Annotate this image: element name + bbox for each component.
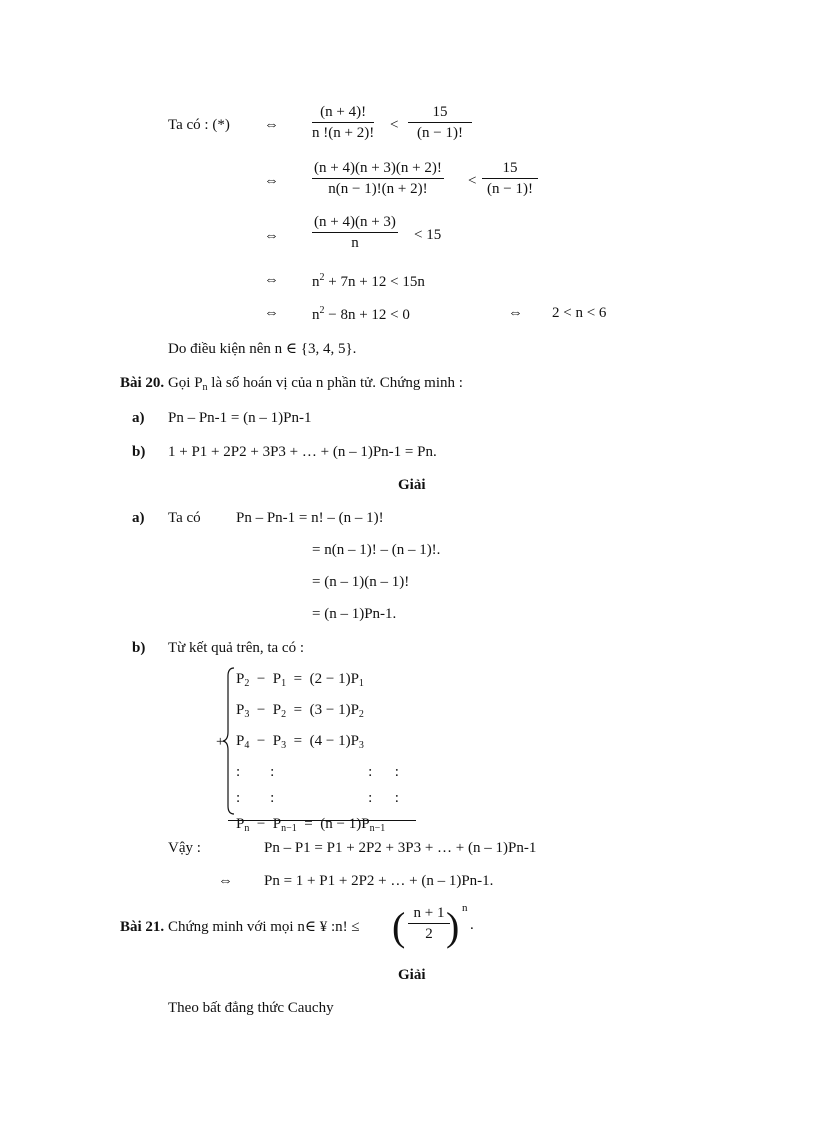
bai-20-heading: Bài 20. Gọi $P_n$ là số hoán vị của n phần tử. Chứng minh : xyxy=(120,375,463,393)
fraction-2b xyxy=(482,160,538,198)
less-than: < xyxy=(390,117,399,133)
solution-a-line-2: = n(n – 1)! – (n – 1)!. xyxy=(312,542,441,558)
bai-21-fraction xyxy=(408,905,450,943)
bai-21-heading: Bài 21. Chứng minh với mọi n∈ ¥ :n! ≤ xyxy=(120,919,360,935)
equation-row: $P_3 - P_2 = (3 - 1)P_2$ xyxy=(236,702,364,720)
equivalence-arrow: ⇔ xyxy=(264,272,279,288)
equivalence-arrow: ⇔ xyxy=(264,228,279,244)
range-result: 2 < n < 6 xyxy=(552,305,607,321)
fraction-2a-numerator: (n + 4)(n + 3)(n + 2)! xyxy=(312,160,444,179)
solution-a-label: a) xyxy=(132,510,145,526)
solution-a-ta-co: Ta có xyxy=(168,510,201,526)
equivalence-arrow: ⇔ xyxy=(264,305,279,321)
solution-b-label: b) xyxy=(132,640,146,656)
bai-21-fraction-numerator: n + 1 xyxy=(408,905,450,924)
fraction-1b xyxy=(408,104,472,142)
equation-row: : : : : xyxy=(236,764,399,780)
exponent: n xyxy=(462,902,468,914)
solution-a-line-1: Pn – Pn-1 = n! – (n – 1)! xyxy=(236,510,384,526)
fraction-1a xyxy=(312,104,374,142)
plus-sign: + xyxy=(216,734,225,750)
inequality-rhs: < 15 xyxy=(414,227,442,243)
solution-a-line-4: = (n – 1)Pn-1. xyxy=(312,606,397,622)
equivalence-arrow: ⇔ xyxy=(508,305,523,321)
fraction-1b-numerator: 15 xyxy=(408,104,472,123)
vay-line-2: Pn = 1 + P1 + 2P2 + … + (n – 1)Pn-1. xyxy=(264,873,494,889)
cauchy-text: Theo bất đẳng thức Cauchy xyxy=(168,1000,334,1016)
left-paren: ( xyxy=(392,904,406,949)
ta-co-label: Ta có : (*) xyxy=(168,117,230,133)
equation-row: $P_n - P_{n-1} = (n - 1)P_{n-1}$ xyxy=(236,816,386,834)
item-a-text: Pn – Pn-1 = (n – 1)Pn-1 xyxy=(168,410,312,426)
equation-row: $P_2 - P_1 = (2 - 1)P_1$ xyxy=(236,671,364,689)
item-b-label: b) xyxy=(132,444,146,460)
fraction-2b-numerator: 15 xyxy=(482,160,538,179)
fraction-2a-denominator: n(n − 1)!(n + 2)! xyxy=(328,181,428,197)
condition-result: Do điều kiện nên n ∈ {3, 4, 5}. xyxy=(168,341,357,357)
fraction-3-numerator: (n + 4)(n + 3) xyxy=(312,214,398,233)
less-than: < xyxy=(468,173,477,189)
fraction-1a-denominator: n !(n + 2)! xyxy=(312,125,375,141)
vay-label: Vậy : xyxy=(168,840,201,856)
item-b-text: 1 + P1 + 2P2 + 3P3 + … + (n – 1)Pn-1 = Pn. xyxy=(168,444,437,460)
fraction-1a-numerator: (n + 4)! xyxy=(312,104,374,123)
right-paren: ) xyxy=(446,904,460,949)
equation-row: : : : : xyxy=(236,790,399,806)
fraction-2a xyxy=(312,160,444,198)
fraction-1b-denominator: (n − 1)! xyxy=(417,125,463,141)
solution-heading-21: Giải xyxy=(398,967,426,983)
item-a-label: a) xyxy=(132,410,145,426)
fraction-3-denominator: n xyxy=(351,235,359,251)
vay-line-1: Pn – P1 = P1 + 2P2 + 3P3 + … + (n – 1)Pn-1 xyxy=(264,840,537,856)
system-of-equations xyxy=(236,666,399,842)
equivalence-arrow: ⇔ xyxy=(218,873,233,889)
equivalence-arrow: ⇔ xyxy=(264,117,279,133)
quadratic-inequality-1: $n^2 + 7n + 12 < 15n$ xyxy=(312,272,425,290)
solution-a-line-3: = (n – 1)(n – 1)! xyxy=(312,574,410,590)
solution-b-text: Từ kết quả trên, ta có : xyxy=(168,640,304,656)
bai-21-fraction-denominator: 2 xyxy=(425,926,433,942)
equation-row: $P_4 - P_3 = (4 - 1)P_3$ xyxy=(236,733,364,751)
solution-heading: Giải xyxy=(398,477,426,493)
fraction-2b-denominator: (n − 1)! xyxy=(487,181,533,197)
quadratic-inequality-2: $n^2 - 8n + 12 < 0$ xyxy=(312,305,410,323)
period: . xyxy=(470,917,474,933)
fraction-3 xyxy=(312,214,398,252)
sum-rule-line xyxy=(228,820,416,821)
equivalence-arrow: ⇔ xyxy=(264,173,279,189)
